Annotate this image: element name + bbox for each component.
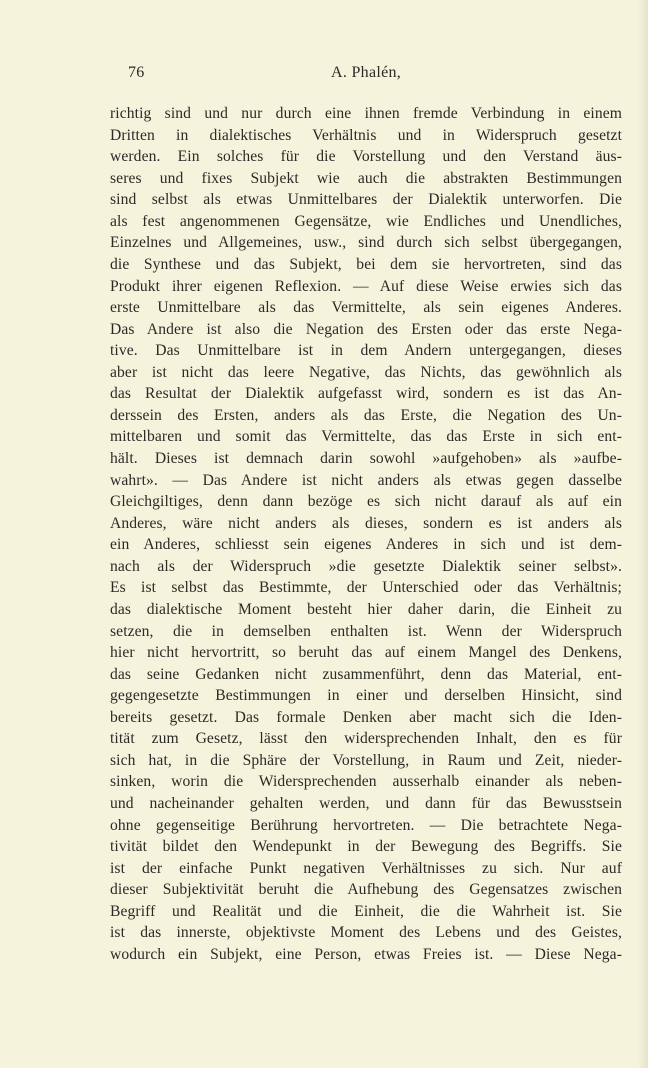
text-line: Das Andere ist also die Negation des Ersten oder das erste Nega- bbox=[110, 320, 622, 338]
text-line: wodurch ein Subjekt, eine Person, etwas Freies ist. — Diese Nega- bbox=[110, 945, 622, 963]
text-line: richtig sind und nur durch eine ihnen fremde Verbindung in einem bbox=[110, 105, 622, 122]
text-line: ist das innerste, objektivste Moment des Lebens und des Geistes, bbox=[110, 924, 622, 942]
text-line: Produkt ihrer eigenen Reflexion. — Auf diese Weise erwies sich das bbox=[110, 277, 622, 295]
page-edge-shadow bbox=[638, 0, 648, 1068]
text-line: sich hat, in die Sphäre der Vorstellung, in Raum und Zeit, nieder- bbox=[110, 751, 622, 769]
text-line: ist der einfache Punkt negativen Verhältnisses zu sich. Nur auf bbox=[110, 859, 622, 877]
text-line: tive. Das Unmittelbare ist in dem Andern untergegangen, dieses bbox=[110, 342, 622, 360]
text-line: Es ist selbst das Bestimmte, der Unterschied oder das Verhältnis; bbox=[110, 579, 622, 597]
text-line: seres und fixes Subjekt wie auch die abstrakten Bestimmungen bbox=[110, 169, 622, 187]
text-line: sinken, worin die Widersprechenden ausserhalb einander als neben- bbox=[110, 773, 622, 791]
text-line: hier nicht hervortritt, so beruht das auf einem Mangel des Denkens, bbox=[110, 644, 622, 662]
text-line: Einzelnes und Allgemeines, usw., sind durch sich selbst übergegangen, bbox=[110, 234, 622, 252]
page-header bbox=[110, 64, 622, 86]
text-line: sind selbst als etwas Unmittelbares der Dialektik unterworfen. Die bbox=[110, 191, 622, 209]
text-line: aber ist nicht das leere Negative, das Nichts, das gewöhnlich als bbox=[110, 363, 622, 381]
text-line: erste Unmittelbare als das Vermittelte, als sein eigenes Anderes. bbox=[110, 299, 622, 317]
text-line: und nacheinander gehalten werden, und dann für das Bewusstsein bbox=[110, 795, 622, 812]
running-head: A. Phalén, bbox=[331, 64, 402, 81]
text-line: dieser Subjektivität beruht die Aufhebung des Gegensatzes zwischen bbox=[110, 881, 622, 899]
text-line: ohne gegenseitige Berührung hervortreten. — Die betrachtete Nega- bbox=[110, 816, 622, 834]
text-line: Gleichgiltiges, denn dann bezöge es sich nicht darauf als auf ein bbox=[110, 493, 622, 511]
text-line: ein Anderes, schliesst sein eigenes Anderes in sich und ist dem- bbox=[110, 536, 622, 554]
text-line: gegengesetzte Bestimmungen in einer und derselben Hinsicht, sind bbox=[110, 687, 622, 705]
text-line: derssein des Ersten, anders als das Erste, die Negation des Un- bbox=[110, 406, 622, 424]
text-line: das dialektische Moment besteht hier daher darin, die Einheit zu bbox=[110, 600, 622, 618]
text-line: tivität bildet den Wendepunkt in der Bewegung des Begriffs. Sie bbox=[110, 838, 622, 856]
text-line: Begriff und Realität und die Einheit, die die Wahrheit ist. Sie bbox=[110, 902, 622, 920]
text-line: die Synthese und das Subjekt, bei dem sie hervortreten, sind das bbox=[110, 255, 622, 273]
text-line: wahrt». — Das Andere ist nicht anders als etwas gegen dasselbe bbox=[110, 471, 622, 489]
text-line: das seine Gedanken nicht zusammenführt, denn das Material, ent- bbox=[110, 665, 622, 683]
text-line: Anderes, wäre nicht anders als dieses, sondern es ist anders als bbox=[110, 514, 622, 532]
text-line: werden. Ein solches für die Vorstellung und den Verstand äus- bbox=[110, 148, 622, 166]
body-text bbox=[110, 103, 622, 966]
text-line: hält. Dieses ist demnach darin sowohl »aufgehoben» als »aufbe- bbox=[110, 450, 622, 467]
text-line: das Resultat der Dialektik aufgefasst wird, sondern es ist das An- bbox=[110, 385, 622, 403]
text-line: als fest angenommenen Gegensätze, wie Endliches und Unendliches, bbox=[110, 212, 622, 230]
text-line: setzen, die in demselben enthalten ist. Wenn der Widerspruch bbox=[110, 622, 622, 640]
text-line: tität zum Gesetz, lässt den widersprechenden Inhalt, den es für bbox=[110, 730, 622, 748]
text-line: nach als der Widerspruch »die gesetzte Dialektik seiner selbst». bbox=[110, 557, 622, 575]
text-line: mittelbaren und somit das Vermittelte, das das Erste in sich ent- bbox=[110, 428, 622, 446]
text-line: Dritten in dialektisches Verhältnis und in Widerspruch gesetzt bbox=[110, 126, 622, 144]
page-number: 76 bbox=[128, 64, 145, 81]
text-line: bereits gesetzt. Das formale Denken aber macht sich die Iden- bbox=[110, 708, 622, 726]
